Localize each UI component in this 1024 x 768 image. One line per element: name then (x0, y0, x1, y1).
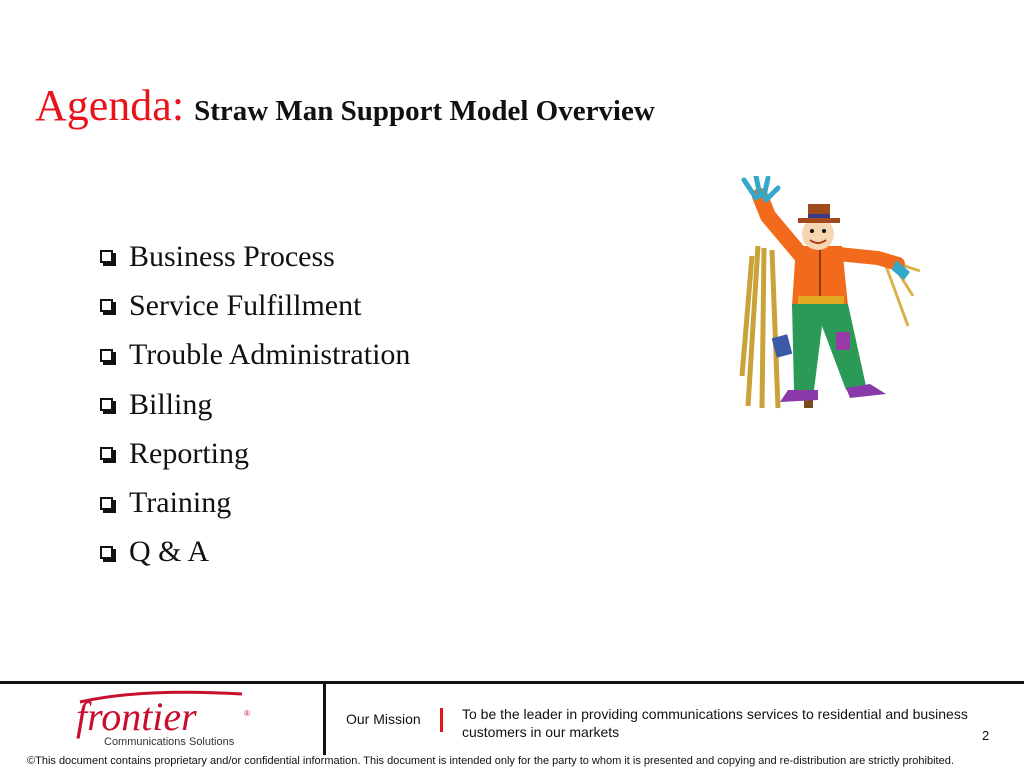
agenda-item-label: Q & A (129, 535, 210, 569)
mission-label: Our Mission (346, 711, 421, 727)
agenda-item (100, 478, 410, 527)
title-main: Agenda: (35, 81, 185, 130)
agenda-item (100, 331, 410, 380)
agenda-item (100, 232, 410, 281)
svg-text:frontier: frontier (76, 694, 197, 739)
copyright-notice: ©This document contains proprietary and/or confidential information. This document is intended only for the party to whom it is presented and copying and re-distribution are strictly prohibited. (27, 755, 954, 767)
page-number: 2 (982, 728, 990, 743)
checkbox-bullet-icon (100, 398, 113, 411)
agenda-item-label: Reporting (129, 436, 249, 470)
agenda-item (100, 380, 410, 429)
agenda-item-label: Business Process (129, 239, 335, 273)
checkbox-bullet-icon (100, 250, 113, 263)
checkbox-bullet-icon (100, 349, 113, 362)
checkbox-bullet-icon (100, 447, 113, 460)
footer-vertical-divider (323, 683, 326, 755)
checkbox-bullet-icon (100, 497, 113, 510)
title-subtitle: Straw Man Support Model Overview (194, 95, 655, 127)
agenda-item-label: Service Fulfillment (129, 288, 362, 322)
agenda-item (100, 528, 410, 577)
agenda-item (100, 281, 410, 330)
checkbox-bullet-icon (100, 546, 113, 559)
checkbox-bullet-icon (100, 299, 113, 312)
frontier-logo (72, 688, 262, 750)
mission-separator (440, 708, 443, 732)
agenda-item (100, 429, 410, 478)
slide-title (35, 80, 655, 131)
footer-divider (0, 681, 1024, 684)
svg-text:®: ® (244, 709, 250, 718)
agenda-list (100, 232, 410, 577)
agenda-item-label: Trouble Administration (129, 338, 411, 372)
mission-statement: To be the leader in providing communications services to residential and business customers in our markets (462, 706, 968, 740)
svg-text:Communications Solutions: Communications Solutions (104, 736, 235, 748)
agenda-item-label: Billing (129, 387, 213, 421)
agenda-item-label: Training (129, 486, 232, 520)
scarecrow-illustration (738, 176, 923, 412)
